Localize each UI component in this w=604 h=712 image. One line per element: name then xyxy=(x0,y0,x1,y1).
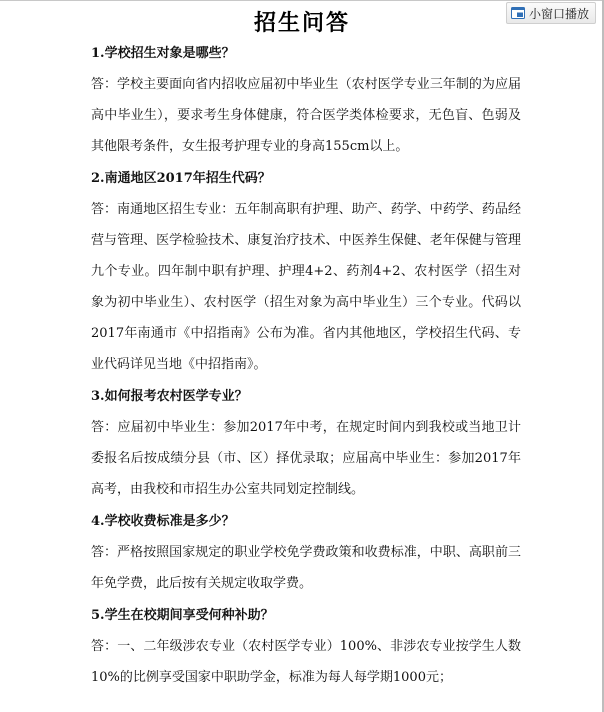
answer-5: 答：一、二年级涉农专业（农村医学专业）100%、非涉农专业按学生人数10%的比例享受国家中职助学金，标准为每人每学期1000元； xyxy=(91,639,521,685)
page-top-border xyxy=(0,0,604,1)
question-5: 5.学生在校期间享受何种补助？ xyxy=(91,608,274,623)
qa-item xyxy=(91,381,521,505)
qa-item xyxy=(91,600,521,693)
page-title: 招生问答 xyxy=(253,10,350,36)
answer-3: 答：应届初中毕业生：参加2017年中考，在规定时间内到我校或当地卫计委报名后按成绩分县（市、区）择优录取；应届高中毕业生：参加2017年高考，由我校和市招生办公室共同划定控制线。 xyxy=(91,420,521,497)
question-4: 4.学校收费标准是多少？ xyxy=(91,514,235,529)
answer-4: 答：严格按照国家规定的职业学校免学费政策和收费标准，中职、高职前三年免学费，此后按有关规定收取学费。 xyxy=(91,545,521,591)
qa-item xyxy=(91,38,521,162)
question-1: 1.学校招生对象是哪些？ xyxy=(91,46,235,61)
qa-item xyxy=(91,506,521,599)
question-2: 2.南通地区2017年招生代码？ xyxy=(91,171,271,186)
answer-1: 答：学校主要面向省内招收应届初中毕业生（农村医学专业三年制的为应届高中毕业生），要求考生身体健康，符合医学类体检要求，无色盲、色弱及其他限考条件，女生报考护理专业的身高155cm以上。 xyxy=(91,77,521,154)
qa-list xyxy=(91,38,521,694)
answer-2: 答：南通地区招生专业：五年制高职有护理、助产、药学、中药学、药品经营与管理、医学检验技术、康复治疗技术、中医养生保健、老年保健与管理九个专业。四年制中职有护理、护理4+2、药剂4+2、农村医学（招生对象为初中毕业生）、农村医学（招生对象为高中毕业生）三个专业。代码以2017年南通市《中招指南》公布为准。省内其他地区，学校招生代码、专业代码详见当地《中招指南》。 xyxy=(91,202,521,372)
question-3: 3.如何报考农村医学专业？ xyxy=(91,389,248,404)
pip-button-label: 小窗口播放 xyxy=(528,6,589,21)
qa-item xyxy=(91,163,521,380)
